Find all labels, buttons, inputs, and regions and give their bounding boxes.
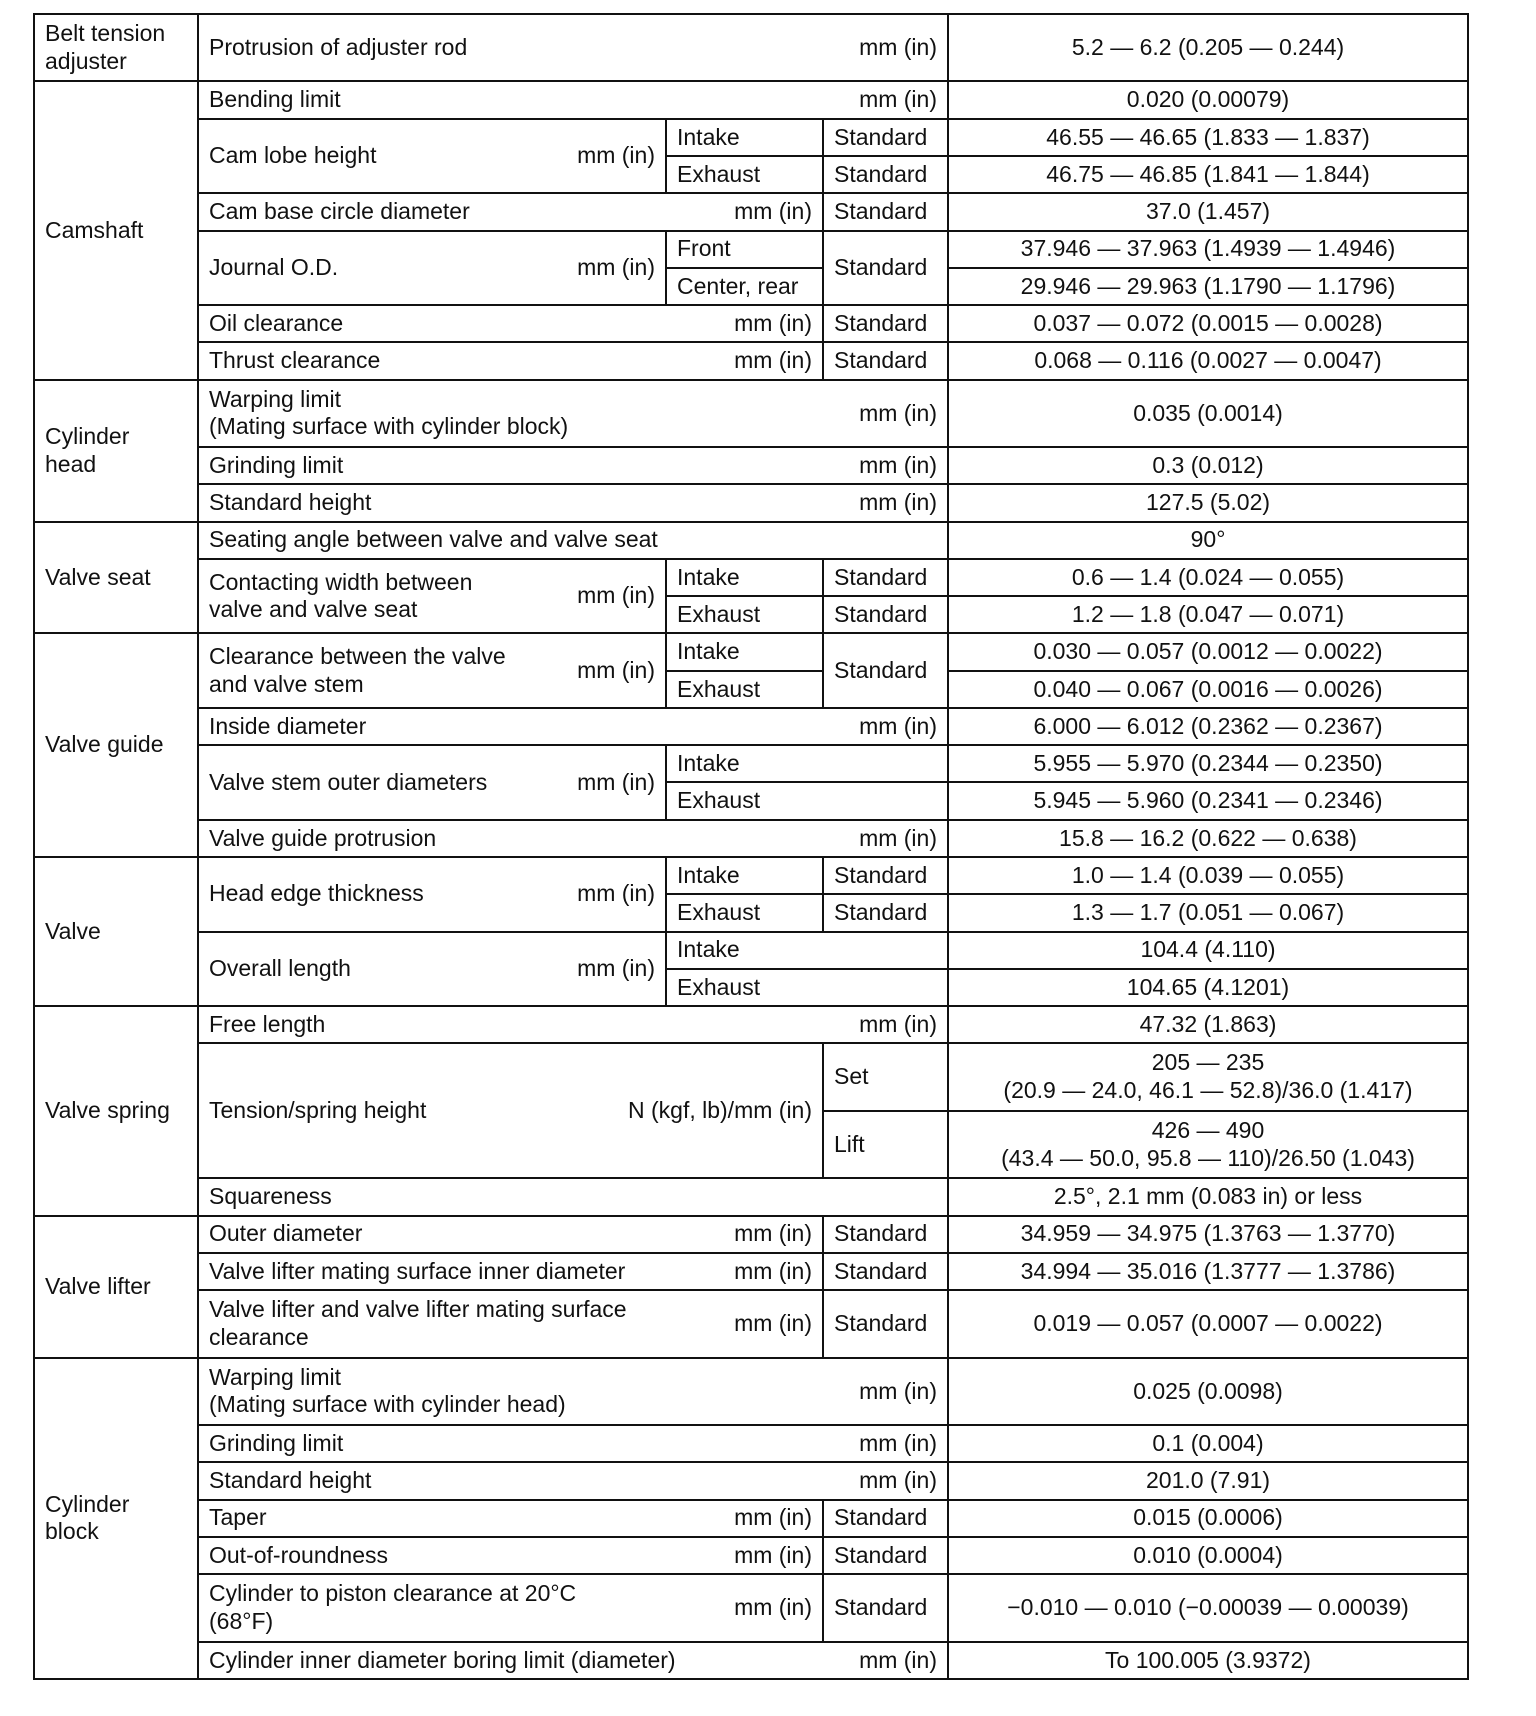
unit-label: mm (in) <box>734 347 812 374</box>
item-cell <box>198 305 823 342</box>
standard-label: Standard <box>823 342 948 379</box>
value-cell: 5.945 — 5.960 (0.2341 — 0.2346) <box>948 782 1468 819</box>
value-cell: 0.1 (0.004) <box>948 1425 1468 1462</box>
item-label: Standard height <box>209 489 372 516</box>
table-row <box>34 1358 1468 1425</box>
value-cell: 0.015 (0.0006) <box>948 1500 1468 1537</box>
standard-label: Standard <box>823 156 948 193</box>
value-cell: 0.6 — 1.4 (0.024 — 0.055) <box>948 559 1468 596</box>
value-cell: 0.3 (0.012) <box>948 447 1468 484</box>
table-row <box>34 745 1468 782</box>
value-cell: To 100.005 (3.9372) <box>948 1642 1468 1679</box>
value-cell: 1.0 — 1.4 (0.039 — 0.055) <box>948 857 1468 894</box>
item-label: Cam base circle diameter <box>209 198 470 225</box>
category-label: Cylinder block <box>34 1358 198 1679</box>
category-label: Valve <box>34 857 198 1006</box>
table-row <box>34 708 1468 745</box>
category-label: Valve spring <box>34 1006 198 1216</box>
specifications-table <box>33 13 1469 1680</box>
item-label: Valve guide protrusion <box>209 824 437 851</box>
unit-label: mm (in) <box>577 955 655 982</box>
item-cell <box>198 1462 948 1499</box>
category-label: Valve lifter <box>34 1216 198 1358</box>
unit-label: mm (in) <box>577 880 655 907</box>
sub-label: Exhaust <box>666 671 823 708</box>
unit-label: mm (in) <box>734 1257 812 1284</box>
item-cell <box>198 820 948 857</box>
item-label: Standard height <box>209 1467 372 1494</box>
standard-label: Standard <box>823 1500 948 1537</box>
item-label: Cylinder inner diameter boring limit (diameter) <box>209 1646 676 1673</box>
value-cell: 426 — 490 (43.4 — 50.0, 95.8 — 110)/26.50 (1.043) <box>948 1111 1468 1178</box>
standard-label: Standard <box>823 1253 948 1290</box>
standard-label: Standard <box>823 1290 948 1357</box>
table-row <box>34 820 1468 857</box>
value-cell: 104.4 (4.110) <box>948 932 1468 969</box>
item-label: Taper <box>209 1504 267 1531</box>
sub-label: Intake <box>666 745 948 782</box>
item-label: Free length <box>209 1010 326 1037</box>
unit-label: mm (in) <box>577 656 655 683</box>
value-cell: 0.035 (0.0014) <box>948 380 1468 447</box>
table-row <box>34 1253 1468 1290</box>
unit-label: mm (in) <box>734 309 812 336</box>
item-cell <box>198 342 823 379</box>
unit-label: mm (in) <box>859 489 937 516</box>
sub-label: Intake <box>666 119 823 156</box>
item-label: Warping limit (Mating surface with cylinder head) <box>209 1363 566 1418</box>
table-row <box>34 484 1468 521</box>
value-cell: 0.025 (0.0098) <box>948 1358 1468 1425</box>
item-label: Warping limit (Mating surface with cylinder block) <box>209 385 569 440</box>
item-cell <box>198 857 666 932</box>
item-label: Bending limit <box>209 86 341 113</box>
item-label: Outer diameter <box>209 1220 363 1247</box>
unit-label: mm (in) <box>734 198 812 225</box>
sub-label: Center, rear <box>666 268 823 305</box>
category-label: Valve seat <box>34 522 198 634</box>
value-cell: 46.75 — 46.85 (1.841 — 1.844) <box>948 156 1468 193</box>
item-label: Grinding limit <box>209 451 344 478</box>
item-label: Head edge thickness <box>209 880 424 907</box>
unit-label: mm (in) <box>859 1010 937 1037</box>
table-row <box>34 380 1468 447</box>
value-cell: 34.959 — 34.975 (1.3763 — 1.3770) <box>948 1216 1468 1253</box>
standard-label: Standard <box>823 1574 948 1641</box>
item-label: Squareness <box>209 1183 332 1210</box>
standard-label: Standard <box>823 119 948 156</box>
item-cell <box>198 119 666 194</box>
unit-label: mm (in) <box>859 1377 937 1404</box>
item-cell <box>198 447 948 484</box>
standard-label: Standard <box>823 559 948 596</box>
item-label: Clearance between the valve and valve stem <box>209 643 506 697</box>
item-label: Journal O.D. <box>209 254 339 281</box>
item-label: Cam lobe height <box>209 142 377 169</box>
table-row <box>34 1537 1468 1574</box>
table-row <box>34 1178 1468 1215</box>
sub-label: Exhaust <box>666 894 823 931</box>
value-cell: 1.3 — 1.7 (0.051 — 0.067) <box>948 894 1468 931</box>
table-row <box>34 1462 1468 1499</box>
item-label: Oil clearance <box>209 309 344 336</box>
unit-label: N (kgf, lb)/mm (in) <box>628 1097 812 1124</box>
item-label: Seating angle between valve and valve seat <box>209 526 658 553</box>
value-cell: 201.0 (7.91) <box>948 1462 1468 1499</box>
item-cell <box>198 1574 823 1641</box>
sub-label: Intake <box>666 857 823 894</box>
sub-label: Lift <box>823 1111 948 1178</box>
unit-label: mm (in) <box>734 1310 812 1337</box>
unit-label: mm (in) <box>734 1220 812 1247</box>
item-cell <box>198 1253 823 1290</box>
value-cell: 0.010 (0.0004) <box>948 1537 1468 1574</box>
item-cell <box>198 1290 823 1357</box>
item-cell <box>198 633 666 708</box>
value-cell: 1.2 — 1.8 (0.047 — 0.071) <box>948 596 1468 633</box>
unit-label: mm (in) <box>859 86 937 113</box>
item-cell <box>198 1425 948 1462</box>
value-cell: 46.55 — 46.65 (1.833 — 1.837) <box>948 119 1468 156</box>
table-row <box>34 81 1468 118</box>
unit-label: mm (in) <box>577 254 655 281</box>
table-row <box>34 447 1468 484</box>
value-cell: 37.946 — 37.963 (1.4939 — 1.4946) <box>948 231 1468 268</box>
standard-label: Standard <box>823 193 948 230</box>
table-row <box>34 1500 1468 1537</box>
sub-label: Front <box>666 231 823 268</box>
sub-label: Intake <box>666 932 948 969</box>
unit-label: mm (in) <box>859 33 937 60</box>
value-cell: 37.0 (1.457) <box>948 193 1468 230</box>
value-cell: 0.020 (0.00079) <box>948 81 1468 118</box>
item-cell <box>198 932 666 1007</box>
value-cell: 5.955 — 5.970 (0.2344 — 0.2350) <box>948 745 1468 782</box>
item-label: Inside diameter <box>209 712 367 739</box>
item-cell <box>198 14 948 81</box>
sub-label: Exhaust <box>666 782 948 819</box>
value-cell: 29.946 — 29.963 (1.1790 — 1.1796) <box>948 268 1468 305</box>
value-cell: 90° <box>948 522 1468 559</box>
table-row <box>34 14 1468 81</box>
table-row <box>34 559 1468 596</box>
table-row <box>34 1425 1468 1462</box>
table-row <box>34 857 1468 894</box>
item-cell <box>198 231 666 306</box>
table-row <box>34 1574 1468 1641</box>
standard-label: Standard <box>823 857 948 894</box>
standard-label: Standard <box>823 894 948 931</box>
standard-label: Standard <box>823 1537 948 1574</box>
unit-label: mm (in) <box>859 824 937 851</box>
item-cell <box>198 745 666 820</box>
value-cell: 0.030 — 0.057 (0.0012 — 0.0022) <box>948 633 1468 670</box>
unit-label: mm (in) <box>734 1504 812 1531</box>
value-cell: −0.010 — 0.010 (−0.00039 — 0.00039) <box>948 1574 1468 1641</box>
sub-label: Intake <box>666 633 823 670</box>
item-cell <box>198 1006 948 1043</box>
item-cell <box>198 193 823 230</box>
item-cell <box>198 1216 823 1253</box>
item-cell <box>198 522 948 559</box>
value-cell: 5.2 — 6.2 (0.205 — 0.244) <box>948 14 1468 81</box>
value-cell: 6.000 — 6.012 (0.2362 — 0.2367) <box>948 708 1468 745</box>
table-row <box>34 932 1468 969</box>
item-cell <box>198 559 666 634</box>
value-cell: 104.65 (4.1201) <box>948 969 1468 1006</box>
table-row <box>34 633 1468 670</box>
sub-label: Exhaust <box>666 969 948 1006</box>
item-cell <box>198 1642 948 1679</box>
unit-label: mm (in) <box>859 451 937 478</box>
value-cell: 0.068 — 0.116 (0.0027 — 0.0047) <box>948 342 1468 379</box>
unit-label: mm (in) <box>577 582 655 609</box>
item-label: Valve stem outer diameters <box>209 768 488 795</box>
standard-label: Standard <box>823 633 948 708</box>
value-cell: 2.5°, 2.1 mm (0.083 in) or less <box>948 1178 1468 1215</box>
item-label: Cylinder to piston clearance at 20°C (68°F) <box>209 1580 577 1634</box>
unit-label: mm (in) <box>734 1594 812 1621</box>
item-label: Thrust clearance <box>209 347 381 374</box>
item-cell <box>198 1358 948 1425</box>
table-row <box>34 1006 1468 1043</box>
unit-label: mm (in) <box>859 399 937 426</box>
value-cell: 0.037 — 0.072 (0.0015 — 0.0028) <box>948 305 1468 342</box>
item-cell <box>198 708 948 745</box>
unit-label: mm (in) <box>859 1646 937 1673</box>
item-label: Contacting width between valve and valve seat <box>209 568 473 623</box>
item-cell <box>198 1043 823 1178</box>
table-row <box>34 119 1468 156</box>
table-row <box>34 342 1468 379</box>
value-cell: 127.5 (5.02) <box>948 484 1468 521</box>
unit-label: mm (in) <box>859 1429 937 1456</box>
category-label: Valve guide <box>34 633 198 857</box>
table-row <box>34 231 1468 268</box>
item-cell <box>198 1537 823 1574</box>
item-label: Grinding limit <box>209 1429 344 1456</box>
item-label: Valve lifter and valve lifter mating surface clearance <box>209 1296 627 1350</box>
standard-label: Standard <box>823 305 948 342</box>
value-cell: 205 — 235 (20.9 — 24.0, 46.1 — 52.8)/36.0 (1.417) <box>948 1043 1468 1110</box>
item-label: Tension/spring height <box>209 1097 427 1124</box>
sub-label: Set <box>823 1043 948 1110</box>
value-cell: 47.32 (1.863) <box>948 1006 1468 1043</box>
item-label: Valve lifter mating surface inner diameter <box>209 1257 626 1284</box>
value-cell: 15.8 — 16.2 (0.622 — 0.638) <box>948 820 1468 857</box>
value-cell: 0.040 — 0.067 (0.0016 — 0.0026) <box>948 671 1468 708</box>
standard-label: Standard <box>823 231 948 306</box>
table-row <box>34 1216 1468 1253</box>
sub-label: Exhaust <box>666 596 823 633</box>
item-cell <box>198 380 948 447</box>
unit-label: mm (in) <box>577 142 655 169</box>
item-label: Out-of-roundness <box>209 1541 388 1568</box>
table-row <box>34 305 1468 342</box>
category-label: Camshaft <box>34 81 198 379</box>
item-cell <box>198 1178 948 1215</box>
sub-label: Intake <box>666 559 823 596</box>
unit-label: mm (in) <box>577 768 655 795</box>
value-cell: 0.019 — 0.057 (0.0007 — 0.0022) <box>948 1290 1468 1357</box>
standard-label: Standard <box>823 596 948 633</box>
category-label: Belt tension adjuster <box>34 14 198 81</box>
table-row <box>34 1290 1468 1357</box>
unit-label: mm (in) <box>859 712 937 739</box>
sub-label: Exhaust <box>666 156 823 193</box>
table-row <box>34 1642 1468 1679</box>
unit-label: mm (in) <box>734 1541 812 1568</box>
item-label: Overall length <box>209 955 351 982</box>
item-label: Protrusion of adjuster rod <box>209 33 468 60</box>
standard-label: Standard <box>823 1216 948 1253</box>
table-row <box>34 193 1468 230</box>
category-label: Cylinder head <box>34 380 198 522</box>
item-cell <box>198 484 948 521</box>
table-row <box>34 1043 1468 1110</box>
table-row <box>34 522 1468 559</box>
item-cell <box>198 81 948 118</box>
unit-label: mm (in) <box>859 1467 937 1494</box>
item-cell <box>198 1500 823 1537</box>
value-cell: 34.994 — 35.016 (1.3777 — 1.3786) <box>948 1253 1468 1290</box>
